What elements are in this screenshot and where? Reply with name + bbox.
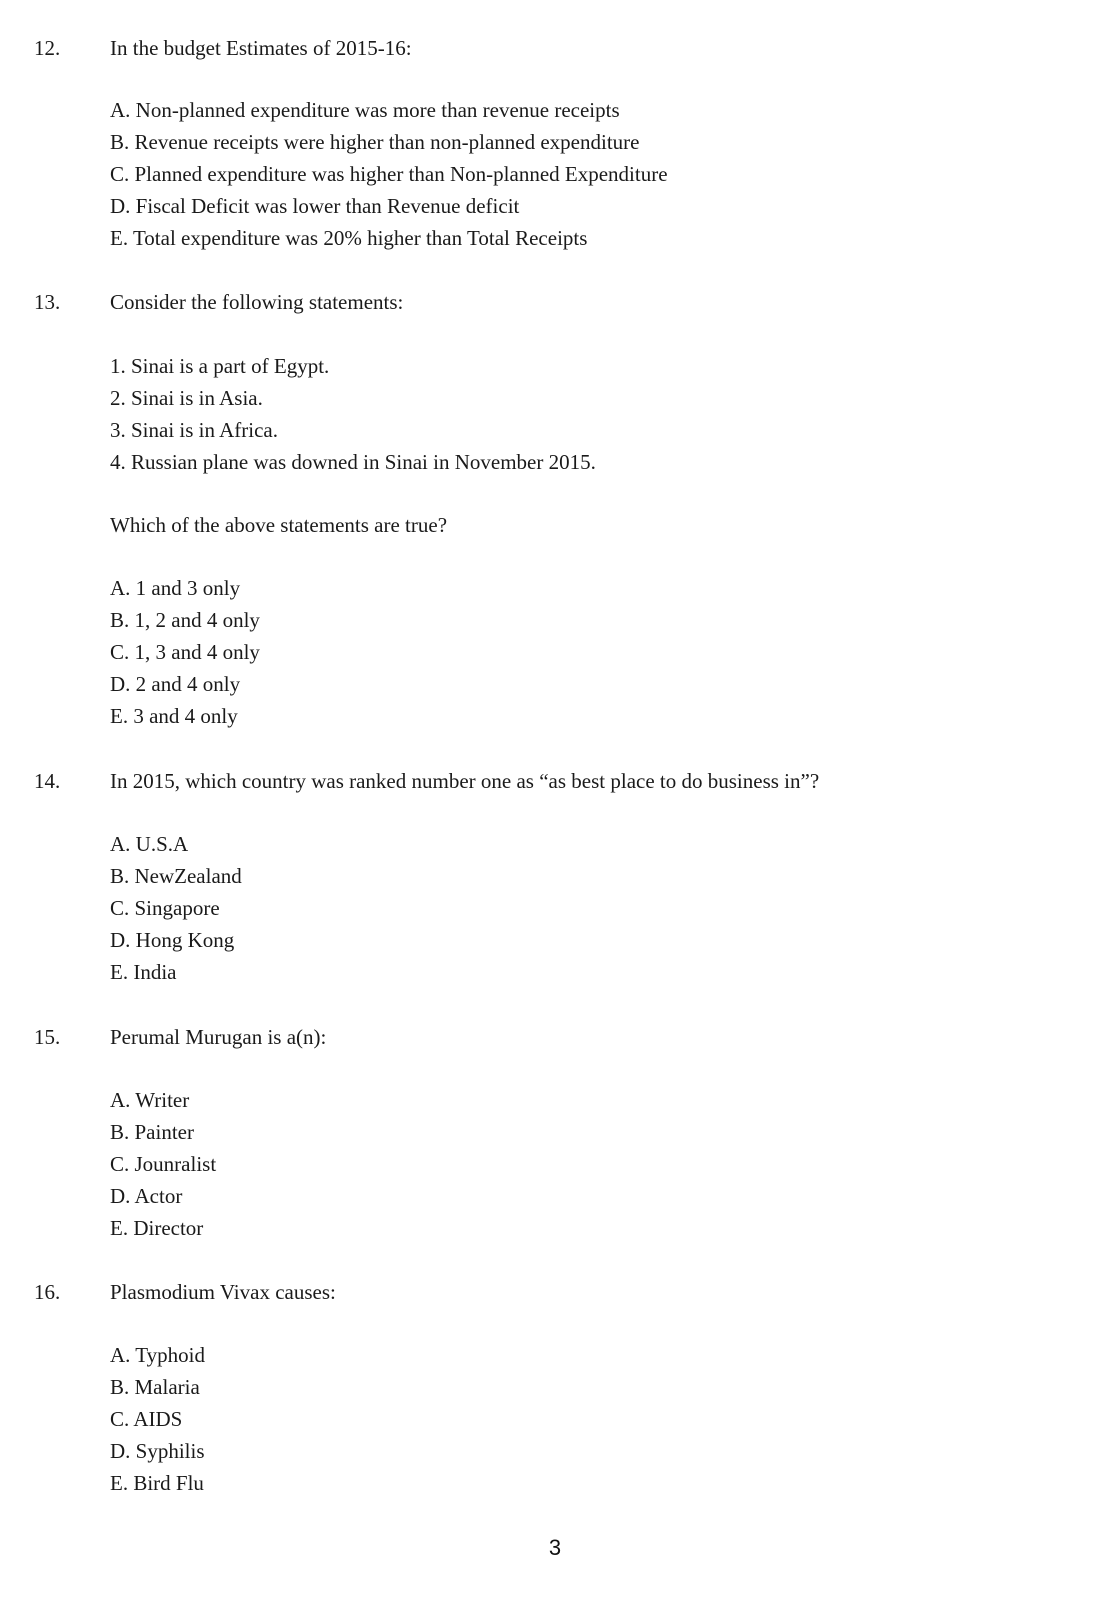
question-number: 15. — [34, 1025, 61, 1049]
statement-13-3: 3. Sinai is in Africa. — [110, 418, 278, 442]
option-15-b: B. Painter — [110, 1120, 194, 1144]
question-text: In the budget Estimates of 2015-16: — [110, 36, 412, 60]
option-12-d: D. Fiscal Deficit was lower than Revenue deficit — [110, 194, 520, 218]
option-12-e: E. Total expenditure was 20% higher than Total Receipts — [110, 226, 588, 250]
option-15-d: D. Actor — [110, 1184, 183, 1208]
page-number: 3 — [548, 1535, 562, 1560]
statement-13-1: 1. Sinai is a part of Egypt. — [110, 354, 330, 378]
option-16-d: D. Syphilis — [110, 1439, 205, 1463]
question-number: 12. — [34, 36, 61, 60]
option-15-e: E. Director — [110, 1216, 204, 1240]
question-text: In 2015, which country was ranked number one as “as best place to do business in”? — [110, 769, 820, 793]
option-16-b: B. Malaria — [110, 1375, 200, 1399]
question-text: Plasmodium Vivax causes: — [110, 1280, 336, 1304]
option-12-b: B. Revenue receipts were higher than non-planned expenditure — [110, 130, 640, 154]
option-14-a: A. U.S.A — [110, 832, 189, 856]
option-14-c: C. Singapore — [110, 896, 220, 920]
option-16-a: A. Typhoid — [110, 1343, 205, 1367]
option-16-c: C. AIDS — [110, 1407, 183, 1431]
option-15-c: C. Jounralist — [110, 1152, 217, 1176]
option-16-e: E. Bird Flu — [110, 1471, 204, 1495]
option-13-d: D. 2 and 4 only — [110, 672, 241, 696]
option-14-e: E. India — [110, 960, 177, 984]
option-13-a: A. 1 and 3 only — [110, 576, 241, 600]
option-12-c: C. Planned expenditure was higher than Non-planned Expenditure — [110, 162, 668, 186]
option-15-a: A. Writer — [110, 1088, 190, 1112]
question-13-prompt: Which of the above statements are true? — [110, 513, 448, 537]
question-text: Consider the following statements: — [110, 290, 404, 314]
option-14-d: D. Hong Kong — [110, 928, 235, 952]
question-number: 16. — [34, 1280, 61, 1304]
statement-13-4: 4. Russian plane was downed in Sinai in November 2015. — [110, 450, 596, 474]
question-number: 14. — [34, 769, 61, 793]
option-13-e: E. 3 and 4 only — [110, 704, 238, 728]
option-12-a: A. Non-planned expenditure was more than revenue receipts — [110, 98, 620, 122]
option-13-b: B. 1, 2 and 4 only — [110, 608, 260, 632]
question-text: Perumal Murugan is a(n): — [110, 1025, 327, 1049]
statement-13-2: 2. Sinai is in Asia. — [110, 386, 263, 410]
option-14-b: B. NewZealand — [110, 864, 242, 888]
question-number: 13. — [34, 290, 61, 314]
option-13-c: C. 1, 3 and 4 only — [110, 640, 260, 664]
